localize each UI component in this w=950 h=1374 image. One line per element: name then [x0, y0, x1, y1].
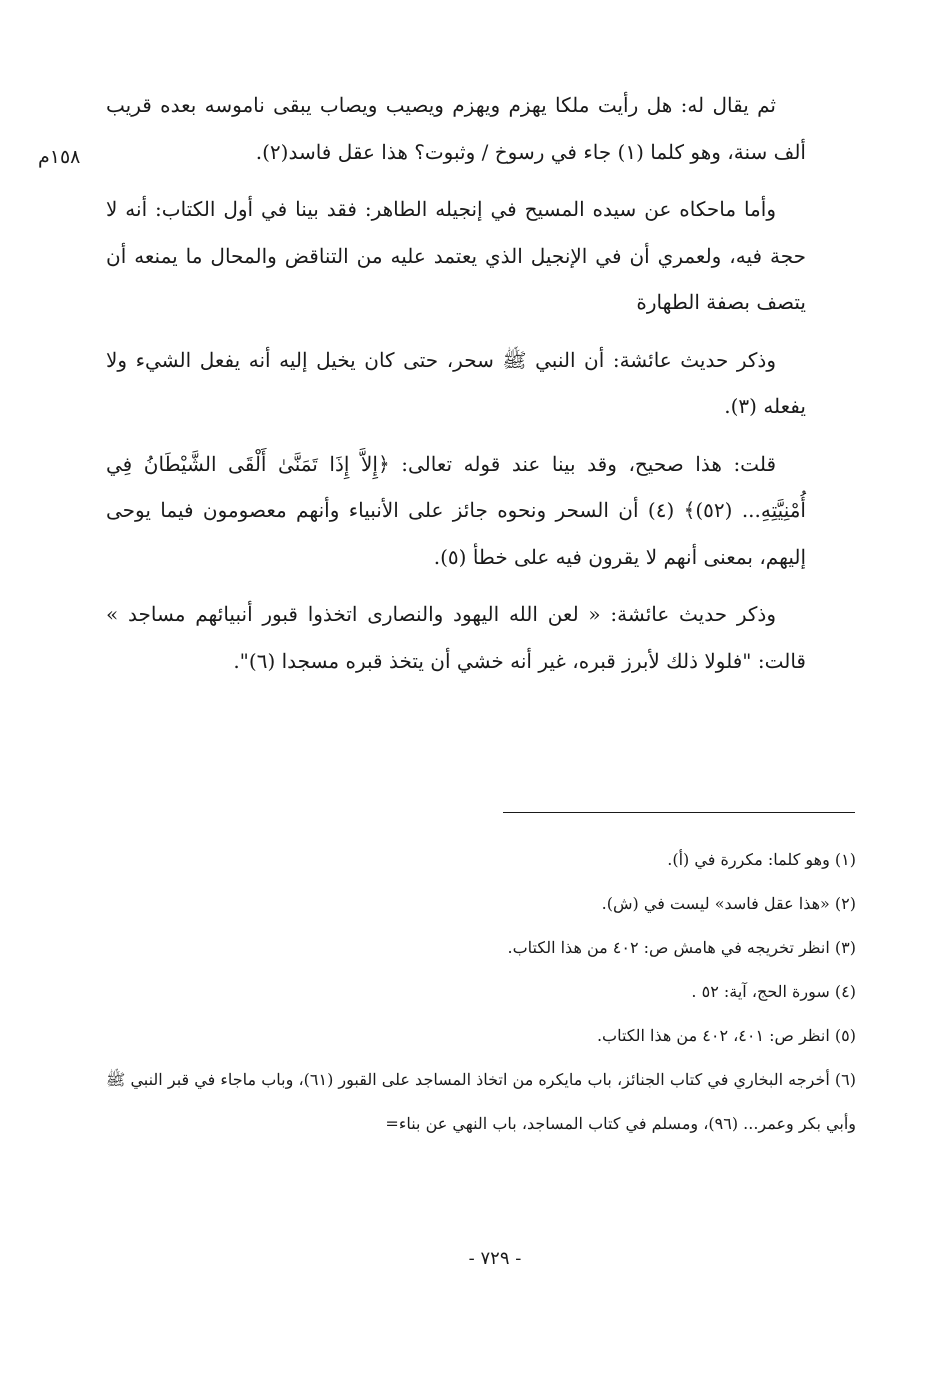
paragraph-1: ثم يقال له: هل رأيت ملكا يهزم ويهزم ويصيب ويصاب يبقى ناموسه بعده قريب ألف سنة، وهو كلما (١) جاء في رسوخ / وثبوت؟ هذا عقل فاسد(٢). — [106, 93, 806, 164]
footnote-4: (٤) سورة الحج، آية: ٥٢ . — [691, 982, 856, 1001]
paragraph-5: وذكر حديث عائشة: « لعن الله اليهود والنصارى اتخذوا قبور أنبيائهم مساجد » قالت: "فلولا ذلك لأبرز قبره، غير أنه خشي أن يتخذ قبره مسجدا (٦)". — [106, 602, 806, 673]
footnote-6: (٦) أخرجه البخاري في كتاب الجنائز، باب مايكره من اتخاذ المساجد على القبور (٦١)، وباب ماجاء في قبر النبي ﷺ وأبي بكر وعمر... (٩٦)، ومسلم في كتاب المساجد، باب النهي عن بناء= — [106, 1070, 857, 1133]
footnote-divider — [503, 812, 855, 813]
footnote-1: (١) وهو كلما: مكررة في (أ). — [667, 850, 856, 869]
page-number: - ٧٢٩ - — [468, 1248, 522, 1269]
footnote-3: (٣) انظر تخريجه في هامش ص: ٤٠٢ من هذا الكتاب. — [507, 938, 856, 957]
margin-folio-note: ١٥٨م — [38, 146, 81, 168]
main-text — [106, 82, 806, 695]
footnote-5: (٥) انظر ص: ٤٠١، ٤٠٢ من هذا الكتاب. — [596, 1026, 856, 1045]
footnote-2: (٢) «هذا عقل فاسد» ليست في (ش). — [601, 894, 856, 913]
paragraph-2: وأما ماحكاه عن سيده المسيح في إنجيله الطاهر: فقد بينا في أول الكتاب: أنه لا حجة فيه، ولعمري أن في الإنجيل الذي يعتمد عليه من التناقض والمحال ما يمنعه أن يتصف بصفة الطهارة — [106, 197, 806, 314]
paragraph-3: وذكر حديث عائشة: أن النبي ﷺ سحر، حتى كان يخيل إليه أنه يفعل الشيء ولا يفعله (٣). — [106, 347, 806, 418]
footnotes — [106, 838, 856, 1146]
paragraph-4: قلت: هذا صحيح، وقد بينا عند قوله تعالى: ﴿إِلاَّ إِذَا تَمَنَّىٰ أَلْقَى الشَّيْطَانُ فِي أُمْنِيَّتِهِ... (٥٢)﴾ (٤) أن السحر ونحوه جائز على الأنبياء وأنهم معصومون فيما يوحى إليهم، بمعنى أنهم لا يقرون فيه على خطأ (٥). — [106, 451, 806, 569]
